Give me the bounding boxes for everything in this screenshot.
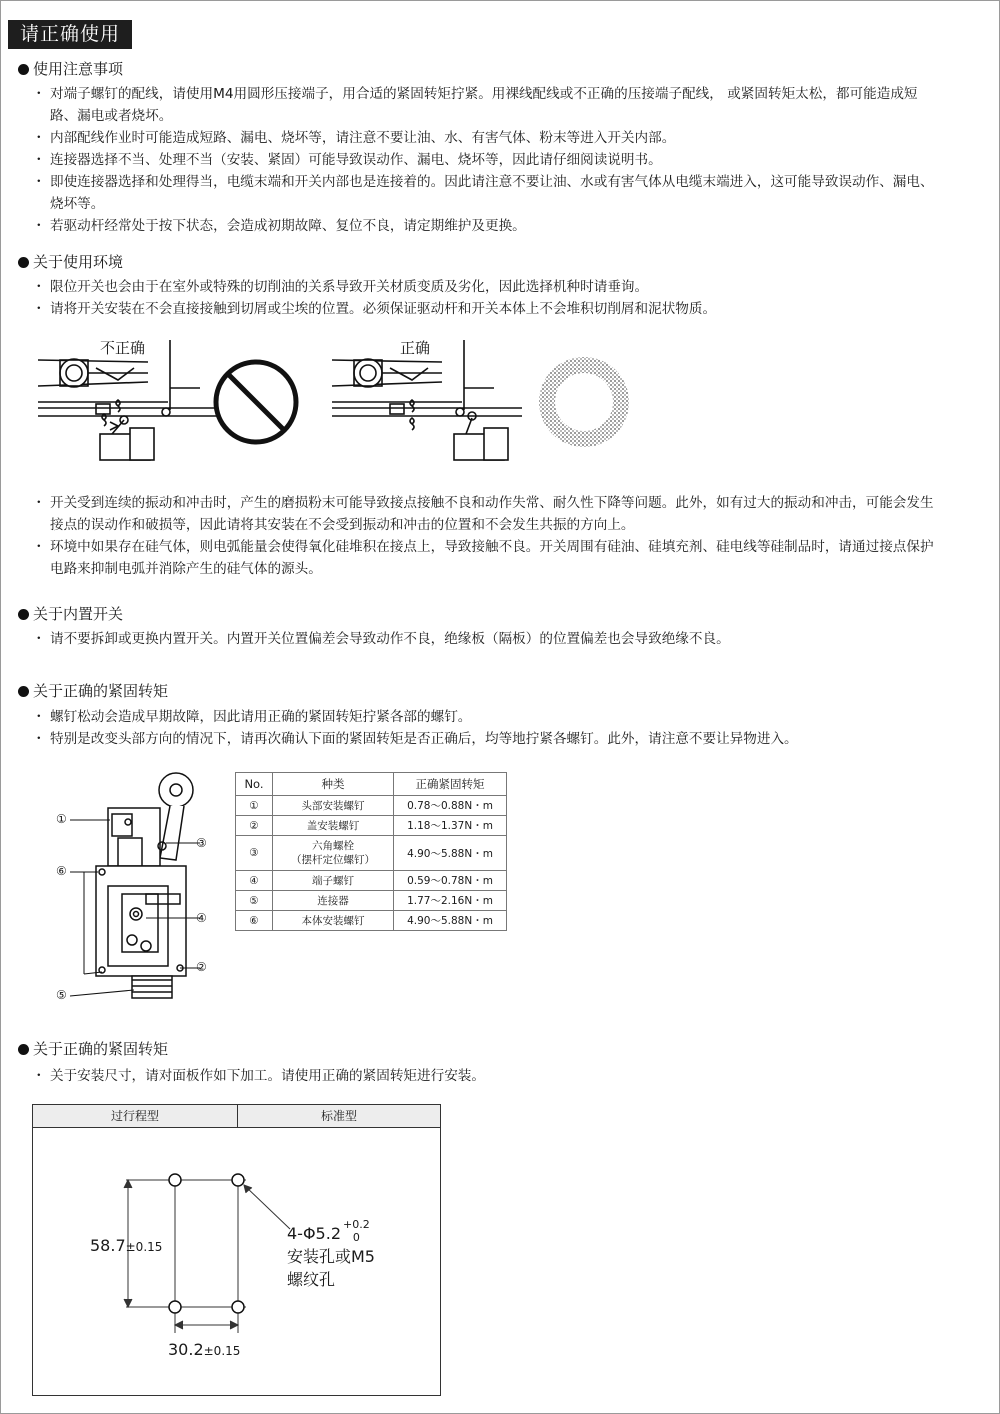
hole-tol-lower: 0 xyxy=(352,1231,360,1244)
list-item: ・ 螺钉松动会造成早期故障，因此请用正确的紧固转矩拧紧各部的螺钉。 xyxy=(32,706,942,728)
hole-tolerance xyxy=(343,1218,370,1244)
correct-label: 正确 xyxy=(400,339,431,357)
header-standard: 标准型 xyxy=(320,1109,357,1123)
table-row xyxy=(236,871,507,891)
list-item: ・ 对端子螺钉的配线，请使用M4用圆形压接端子，用合适的紧固转矩拧紧。用裸线配线或不正确的压接端子配线， 或紧固转矩太松，都可能造成短路、漏电或者烧坏。 xyxy=(32,83,942,127)
cell-kind: 端子螺钉 xyxy=(273,871,394,891)
table-row xyxy=(236,816,507,836)
list-item: ・ 请将开关安装在不会直接接触到切屑或尘埃的位置。必须保证驱动杆和开关本体上不会堆积切削屑和泥状物质。 xyxy=(32,298,942,320)
torque-list xyxy=(32,706,942,750)
table-row xyxy=(236,891,507,911)
header-no: No. xyxy=(236,773,273,796)
section-heading-torque xyxy=(18,681,168,701)
list-item: ・ 内部配线作业时可能造成短路、漏电、烧坏等，请注意不要让油、水、有害气体、粉末等进入开关内部。 xyxy=(32,127,942,149)
header-torque: 正确紧固转矩 xyxy=(394,773,507,796)
header-overtravel: 过行程型 xyxy=(33,1105,238,1127)
section-heading-usage-notes xyxy=(18,59,123,79)
environment-list xyxy=(32,276,942,320)
bullet-dot-icon xyxy=(18,686,29,697)
correct-ring-icon xyxy=(547,365,621,439)
limit-switch-drawing xyxy=(50,768,220,1008)
cell-value: 4.90～5.88N・m xyxy=(394,836,507,871)
height-tolerance: ±0.15 xyxy=(125,1240,163,1254)
prohibited-icon xyxy=(216,362,296,442)
cell-kind: 本体安装螺钉 xyxy=(273,911,394,931)
panel-header xyxy=(33,1105,440,1128)
callout-3: ③ xyxy=(196,836,207,850)
width-value: 30.2 xyxy=(168,1340,204,1359)
cell-value: 4.90～5.88N・m xyxy=(394,911,507,931)
section-heading-environment xyxy=(18,252,123,272)
cell-no: ③ xyxy=(236,836,273,871)
cell-kind: 头部安装螺钉 xyxy=(273,796,394,816)
bullet-dot-icon xyxy=(18,64,29,75)
callout-4: ④ xyxy=(196,911,207,925)
list-item: ・ 特别是改变头部方向的情况下，请再次确认下面的紧固转矩是否正确后，均等地拧紧各螺钉。此外，请注意不要让异物进入。 xyxy=(32,728,942,750)
callout-5: ⑤ xyxy=(56,988,67,1002)
section-heading-text: 关于使用环境 xyxy=(33,253,124,271)
torque-table xyxy=(235,772,507,931)
callout-6: ⑥ xyxy=(56,864,67,878)
height-dimension xyxy=(90,1236,162,1255)
cell-value: 1.77～2.16N・m xyxy=(394,891,507,911)
incorrect-install-drawing xyxy=(38,340,218,460)
cell-value: 0.59～0.78N・m xyxy=(394,871,507,891)
cell-no: ④ xyxy=(236,871,273,891)
list-item: ・ 若驱动杆经常处于按下状态，会造成初期故障、复位不良，请定期维护及更换。 xyxy=(32,215,942,237)
list-item: ・ 限位开关也会由于在室外或特殊的切削油的关系导致开关材质变质及劣化，因此选择机种时请垂询。 xyxy=(32,276,942,298)
cell-value: 0.78～0.88N・m xyxy=(394,796,507,816)
table-row xyxy=(236,796,507,816)
cell-no: ⑤ xyxy=(236,891,273,911)
width-dimension xyxy=(168,1340,240,1359)
height-value: 58.7 xyxy=(90,1236,126,1255)
cell-kind: 盖安装螺钉 xyxy=(273,816,394,836)
bullet-dot-icon xyxy=(18,609,29,620)
hole-label: 4-Φ5.2 xyxy=(287,1224,341,1243)
cell-no: ① xyxy=(236,796,273,816)
table-row xyxy=(236,911,507,931)
section-heading-mounting xyxy=(18,1039,168,1059)
table-row xyxy=(236,836,507,871)
cell-kind: 连接器 xyxy=(273,891,394,911)
list-item: ・ 请不要拆卸或更换内置开关。内置开关位置偏差会导致动作不良，绝缘板（隔板）的位置偏差也会导致绝缘不良。 xyxy=(32,628,942,650)
bullet-dot-icon xyxy=(18,257,29,268)
mounting-holes xyxy=(169,1174,244,1313)
width-tolerance: ±0.15 xyxy=(203,1344,241,1358)
incorrect-label: 不正确 xyxy=(100,339,146,357)
list-item: ・ 环境中如果存在硅气体，则电弧能量会使得氧化硅堆积在接点上，导致接触不良。开关周围有硅油、硅填充剂、硅电线等硅制品时，请通过接点保护电路来抑制电弧并消除产生的硅气体的源头。 xyxy=(32,536,942,580)
page-title: 请正确使用 xyxy=(8,20,132,49)
header-kind: 种类 xyxy=(273,773,394,796)
cell-value: 1.18～1.37N・m xyxy=(394,816,507,836)
section-heading-built-in-switch xyxy=(18,604,123,624)
bullet-dot-icon xyxy=(18,1044,29,1055)
cell-kind-line2: （摆杆定位螺钉） xyxy=(291,854,375,866)
list-item: ・ 开关受到连续的振动和冲击时，产生的磨损粉末可能导致接点接触不良和动作失常、耐久性下降等问题。此外，如有过大的振动和冲击，可能会发生接点的误动作和破损等，因此请将其安装在不会受到振动和冲击的位置和不会发生共振的方向上。 xyxy=(32,492,942,536)
cell-no: ② xyxy=(236,816,273,836)
hole-line2: 安装孔或M5 xyxy=(287,1247,375,1266)
section-heading-text: 关于正确的紧固转矩 xyxy=(33,682,169,700)
cell-no: ⑥ xyxy=(236,911,273,931)
section-heading-text: 关于正确的紧固转矩 xyxy=(33,1040,169,1058)
hole-spec xyxy=(287,1218,375,1290)
hole-line3: 螺纹孔 xyxy=(287,1270,336,1289)
callout-2: ② xyxy=(196,960,207,974)
table-header-row xyxy=(236,773,507,796)
callout-1: ① xyxy=(56,812,67,826)
correct-install-drawing xyxy=(332,340,522,460)
mounting-list xyxy=(32,1065,942,1087)
usage-notes-list xyxy=(32,83,942,237)
built-in-switch-list xyxy=(32,628,942,650)
cell-kind-line1: 六角螺栓 xyxy=(312,840,354,852)
list-item: ・ 关于安装尺寸，请对面板作如下加工。请使用正确的紧固转矩进行安装。 xyxy=(32,1065,942,1087)
cell-kind xyxy=(273,836,394,871)
hole-tol-upper: +0.2 xyxy=(343,1218,370,1231)
list-item: ・ 即使连接器选择和处理得当，电缆末端和开关内部也是连接着的。因此请注意不要让油、水或有害气体从电缆末端进入，这可能导致误动作、漏电、烧坏等。 xyxy=(32,171,942,215)
section-heading-text: 使用注意事项 xyxy=(33,60,124,78)
list-item: ・ 连接器选择不当、处理不当（安装、紧固）可能导致误动作、漏电、烧坏等，因此请仔细阅读说明书。 xyxy=(32,149,942,171)
installation-illustration xyxy=(38,340,638,470)
environment-list-continued xyxy=(32,492,942,580)
section-heading-text: 关于内置开关 xyxy=(33,605,124,623)
